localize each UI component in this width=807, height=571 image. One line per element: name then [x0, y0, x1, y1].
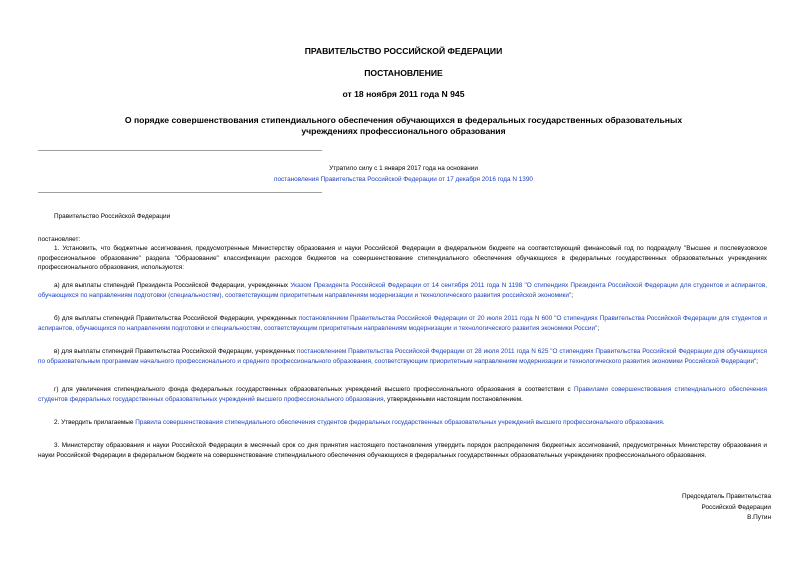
signature-line-2: Российской Федерации — [701, 503, 771, 511]
paragraph-1: 1. Установить, что бюджетные ассигнования, предусмотренные Министерству образования и науки Российской Федерации в федеральном бюджете на соответствующий финансовый год по подразделу "Высшее и послевузовское профессиональное образование" раздела "Образование" классификации расходов бюджетов на совершенствование стипендиального обеспечения обучающихся в федеральных государственных образовательных учреждениях профессионального образования, используются: — [38, 245, 767, 272]
date-heading: от 18 ноября 2011 года N 945 — [342, 89, 465, 99]
lapse-link[interactable]: постановления Правительства Российской Федерации от 17 декабря 2016 года N 1390 — [274, 176, 533, 183]
subparagraph-g: г) для увеличения стипендиального фонда федеральных государственных образовательных учреждений высшего профессионального образования в соответствии с Правилами совершенствования стипендиального обеспечения студентов федеральных государственных образовательных учреждений высшего профессионального образования, утвержденными настоящим постановлением. — [38, 386, 767, 403]
body-government: Правительство Российской Федерации — [54, 213, 171, 220]
subparagraph-b: б) для выплаты стипендий Правительства Российской Федерации, учрежденных постановлением Правительства Российской Федерации от 20 июля 2011 года N 600 "О стипендиях Правительства Российской Федерации для студентов и аспирантов, обучающихся по направлениям подготовки и специальностям, соответствующим приоритетным направлениям модернизации и технологического развития экономики России"; — [38, 315, 767, 332]
link-decree-1198[interactable]: Указом Президента Российской Федерации от 14 сентября 2011 года N 1198 "О стипендиях Президента Российской Федерации для студентов и аспирантов, обучающихся по направлениям подготовки (специальностям), соответствующим приоритетным направлениям модернизации и технологического развития российской экономики" — [38, 282, 768, 299]
link-rules-g[interactable]: Правилами совершенствования стипендиального обеспечения студентов федеральных государственных образовательных учреждений высшего профессионального образования — [38, 386, 767, 403]
body-decree: постановляет: — [38, 236, 81, 243]
signature-block — [682, 492, 771, 524]
document-title: О порядке совершенствования стипендиального обеспечения обучающихся в федеральных государственных образовательных учреждениях профессионального образования — [124, 115, 683, 136]
paragraph-3: 3. Министерству образования и науки Российской Федерации в месячный срок со дня принятия настоящего постановления утвердить порядок распределения бюджетных ассигнований, предусмотренных Министерству образования и науки Российской Федерации в федеральном бюджете на совершенствование стипендиального обеспечения обучающихся в федеральных государственных образовательных учреждениях профессионального образования. — [38, 442, 767, 459]
paragraph-2: 2. Утвердить прилагаемые Правила совершенствования стипендиального обеспечения студентов федеральных государственных образовательных учреждений высшего профессионального образования. — [54, 419, 665, 426]
link-rules-p2[interactable]: Правила совершенствования стипендиального обеспечения студентов федеральных государственных образовательных учреждений высшего профессионального образования — [135, 419, 663, 426]
subparagraph-a: а) для выплаты стипендий Президента Российской Федерации, учрежденных Указом Президента Российской Федерации от 14 сентября 2011 года N 1198 "О стипендиях Президента Российской Федерации для студентов и аспирантов, обучающихся по направлениям подготовки (специальностям), соответствующим приоритетным направлениям модернизации и технологического развития российской экономики"; — [38, 282, 768, 299]
subparagraph-v: в) для выплаты стипендий Правительства Российской Федерации, учрежденных постановлением Правительства Российской Федерации от 28 июля 2011 года N 625 "О стипендиях Правительства Российской Федерации для обучающихся по образовательным программам начального профессионального и среднего профессионального образования, соответствующим приоритетным направлениям модернизации и технологического развития экономики Российской Федерации"; — [38, 348, 767, 365]
link-resolution-600[interactable]: постановлением Правительства Российской Федерации от 20 июля 2011 года N 600 "О стипендиях Правительства Российской Федерации для студентов и аспирантов, обучающихся по направлениям подготовки и специальностям, соответствующим приоритетным направлениям модернизации и технологического развития экономики России" — [38, 315, 767, 332]
link-resolution-625[interactable]: постановлением Правительства Российской Федерации от 28 июля 2011 года N 625 "О стипендиях Правительства Российской Федерации для обучающихся по образовательным программам начального профессионального и среднего профессионального образования, соответствующим приоритетным направлениям модернизации и технологического развития экономики Российской Федерации" — [38, 348, 767, 365]
lapse-note: Утратило силу с 1 января 2017 года на основании — [329, 165, 478, 172]
signature-line-1: Председатель Правительства — [682, 493, 771, 500]
top-divider — [38, 150, 322, 151]
signature-name: В.Путин — [747, 514, 771, 521]
bottom-divider — [38, 192, 322, 193]
doc-type-heading: ПОСТАНОВЛЕНИЕ — [364, 68, 443, 78]
government-heading: ПРАВИТЕЛЬСТВО РОССИЙСКОЙ ФЕДЕРАЦИИ — [304, 46, 503, 56]
